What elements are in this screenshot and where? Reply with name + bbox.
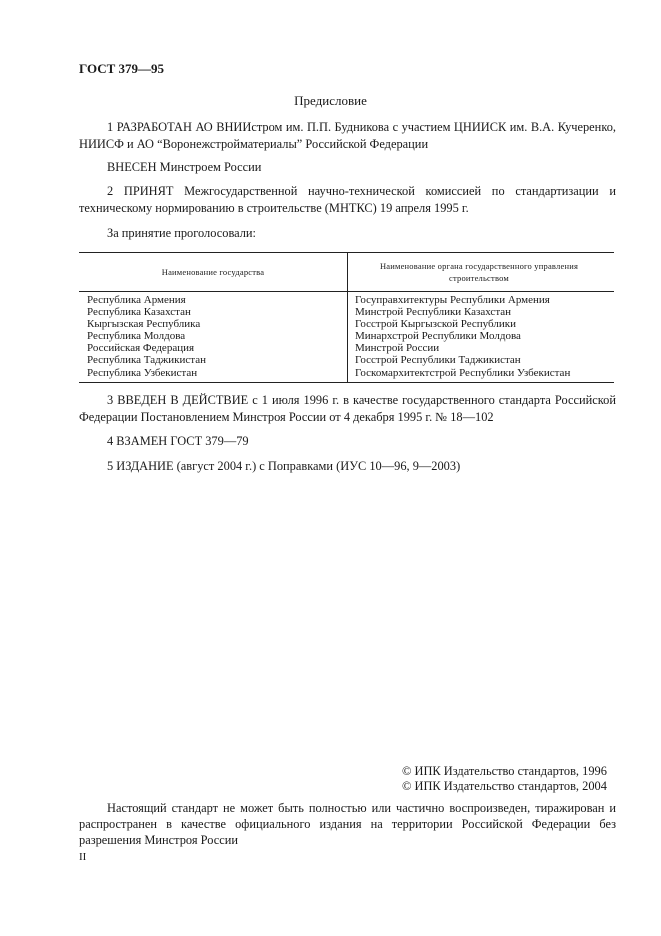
table-cell-authority: Госкомархитектстрой Республики Узбекистан xyxy=(355,366,571,379)
paragraph-lead: 4 ВЗАМЕН xyxy=(107,434,168,448)
table-cell-authority: Минстрой Республики Казахстан xyxy=(355,306,512,319)
table-cell-state: Российская Федерация xyxy=(87,342,195,355)
paragraph-lead: ВНЕСЕН xyxy=(107,160,157,174)
paragraph-submitted xyxy=(79,159,616,176)
paragraph-text: ГОСТ 379—79 xyxy=(167,434,249,448)
table-cell-authority: Минстрой России xyxy=(355,342,440,355)
paragraph-adopted xyxy=(79,183,616,217)
paragraph-text: Минстроем России xyxy=(156,160,262,174)
paragraph-text: Межгосударственной научно-технической комиссией по стандартизации и техническому нормированию в строительстве (МНТКС) 19 апреля 1995 г. xyxy=(79,184,616,215)
paragraph-edition xyxy=(79,458,616,475)
table-cell-authority: Госуправхитектуры Республики Армения xyxy=(355,294,550,306)
page-number: II xyxy=(79,851,87,863)
table-cell-state: Республика Молдова xyxy=(87,330,186,343)
table-cell-state: Республика Узбекистан xyxy=(87,366,198,379)
document-code: ГОСТ 379—95 xyxy=(79,61,165,76)
table-divider-horizontal xyxy=(79,291,614,292)
paragraph-effective xyxy=(79,392,616,426)
paragraph-replaces xyxy=(79,433,616,450)
paragraph-lead: 2 ПРИНЯТ xyxy=(107,184,174,198)
table-header-state: Наименование государства xyxy=(161,267,265,277)
table-column-states xyxy=(87,294,206,379)
table-cell-state: Кыргызская Республика xyxy=(87,318,201,331)
table-cell-authority: Госстрой Республики Таджикистан xyxy=(355,354,521,367)
paragraph-lead: 3 ВВЕДЕН В ДЕЙСТВИЕ xyxy=(107,393,249,407)
paragraph-lead: 1 РАЗРАБОТАН xyxy=(107,120,192,134)
copyright-block xyxy=(402,764,607,794)
table-cell-state: Республика Таджикистан xyxy=(87,354,206,367)
paragraph-developed xyxy=(79,119,616,153)
reproduction-notice: Настоящий стандарт не может быть полностью или частично воспроизведен, тиражирован и распространен в качестве официального издания на территории Российской Федерации без разрешения Минстроя России xyxy=(79,801,616,847)
table-column-authorities xyxy=(355,294,570,379)
paragraph-text: с 1 июля 1996 г. в качестве государственного стандарта Российской Федерации Постановлением Минстроя России от 4 декабря 1995 г. № 18—102 xyxy=(79,393,616,424)
table-divider-vertical xyxy=(347,253,348,382)
paragraph-voted: За принятие проголосовали: xyxy=(107,226,256,240)
copyright-line: © ИПК Издательство стандартов, 1996 xyxy=(402,764,607,778)
paragraph-text: (август 2004 г.) с Поправками (ИУС 10—96, 9—2003) xyxy=(173,459,461,473)
table-cell-state: Республика Армения xyxy=(87,294,186,306)
paragraph-text: АО ВНИИстром им. П.П. Будникова с участием ЦНИИСК им. В.А. Кучеренко, НИИСФ и АО “Воронежстройматериалы” Российской Федерации xyxy=(79,120,616,151)
table-cell-authority: Минархстрой Республики Молдова xyxy=(355,330,521,343)
table-header-authority: Наименование органа государственного управления строительством xyxy=(379,261,579,283)
voting-table xyxy=(79,252,614,383)
table-cell-authority: Госстрой Кыргызской Республики xyxy=(355,318,516,331)
paragraph-lead: 5 ИЗДАНИЕ xyxy=(107,459,174,473)
foreword-title: Предисловие xyxy=(294,93,367,108)
copyright-line: © ИПК Издательство стандартов, 2004 xyxy=(402,779,607,793)
table-cell-state: Республика Казахстан xyxy=(87,306,191,319)
